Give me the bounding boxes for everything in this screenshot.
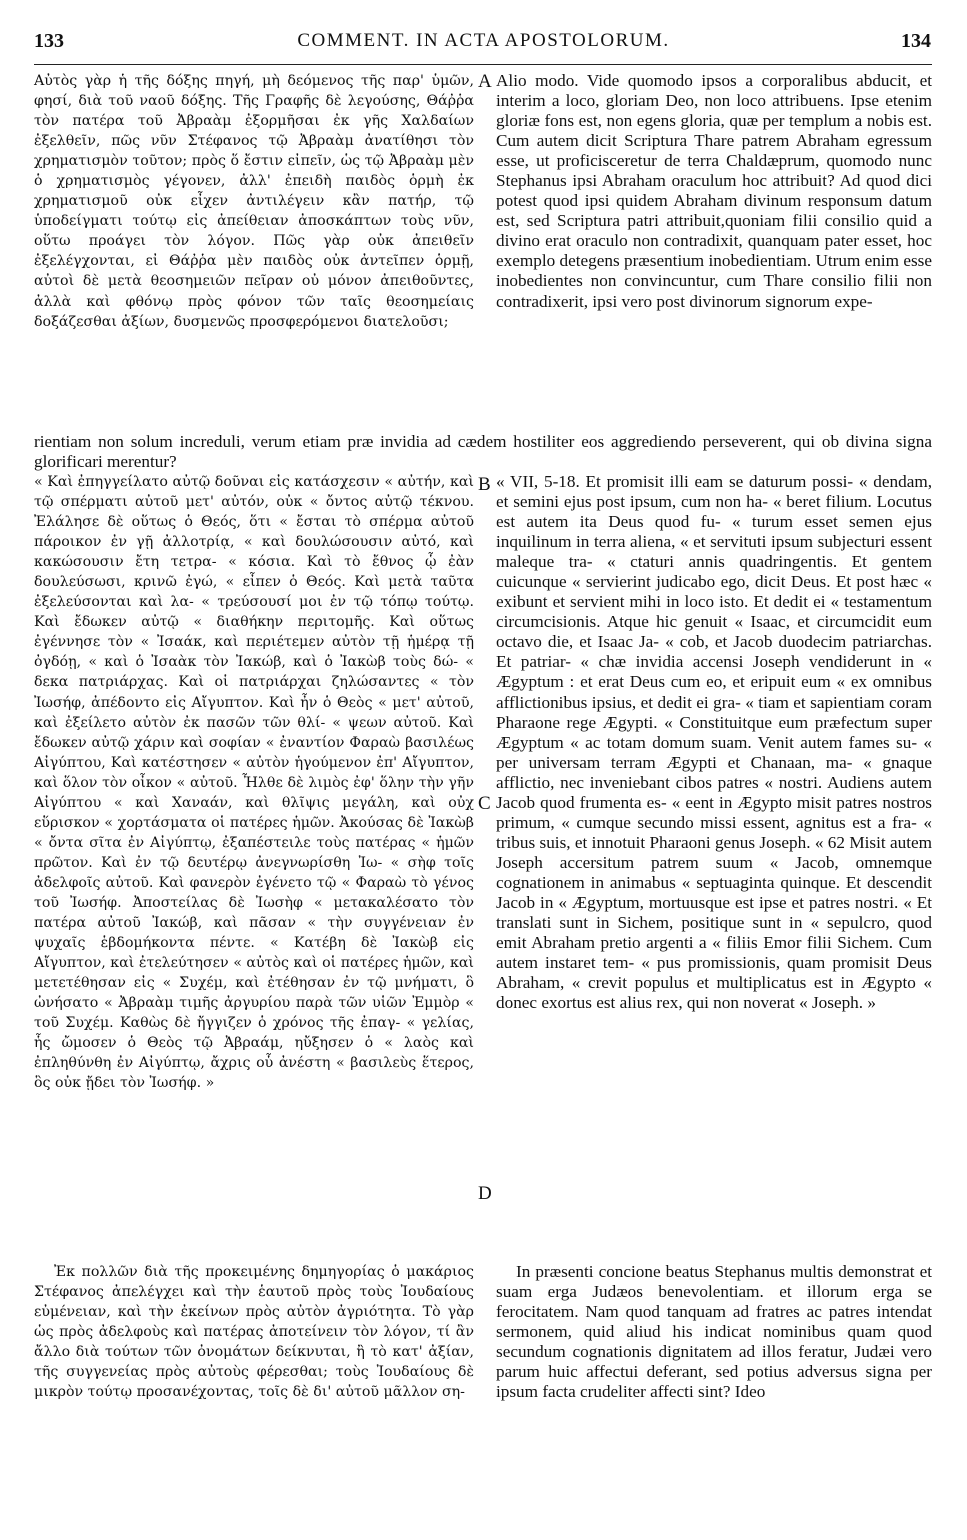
running-title: COMMENT. IN ACTA APOSTOLORUM. — [297, 30, 670, 51]
full-width-continuation — [34, 432, 932, 474]
greek-scripture-quote: « Καὶ ἐπηγγείλατο αὐτῷ δοῦναι εἰς κατάσχεσιν « αὐτήν, καὶ τῷ σπέρματι αὐτοῦ μετ' αὐτόν, οὐκ « ὄντος αὐτῷ τέκνου. Ἐλάλησε δὲ οὕτως ὁ Θεός, ὅτι « ἔσται τὸ σπέρμα αὐτοῦ πάροικον ἐν γῇ ἀλλοτρίᾳ, « καὶ δουλώσουσιν αὐτό, καὶ κακώσουσιν ἔτη τετρα- « κόσια. Καὶ τὸ ἔθνος ᾧ ἐὰν δουλεύσωσι, κρινῶ ἐγώ, « εἶπεν ὁ Θεός. Καὶ μετὰ ταῦτα ἐξελεύσονται καὶ λα- « τρεύσουσί μοι ἐν τῷ τόπῳ τούτῳ. Καὶ ἔδωκεν αὐτῷ « διαθήκην περιτομῆς. Καὶ οὕτως ἐγέννησε τὸν « Ἰσαάκ, καὶ περιέτεμεν αὐτὸν τῇ ἡμέρᾳ τῇ ὀγδόῃ, « καὶ ὁ Ἰσαὰκ τὸν Ἰακώβ, καὶ ὁ Ἰακὼβ τοὺς δώ- « δεκα πατριάρχας. Καὶ οἱ πατριάρχαι ζηλώσαντες « τὸν Ἰωσήφ, ἀπέδοντο εἰς Αἴγυπτον. Καὶ ἦν ὁ Θεὸς « μετ' αὐτοῦ, καὶ ἐξείλετο αὐτὸν ἐκ πασῶν τῶν θλί- « ψεων αὐτοῦ. Καὶ ἔδωκεν αὐτῷ χάριν καὶ σοφίαν « ἐναντίον Φαραὼ βασιλέως Αἰγύπτου, Καὶ κατέστησεν « αὐτὸν ἡγούμενον ἐπ' Αἴγυπτον, καὶ ὅλον τὸν οἶκον « αὐτοῦ. Ἦλθε δὲ λιμὸς ἐφ' ὅλην τὴν γῆν Αἰγύπτου « καὶ Χαναάν, καὶ θλῖψις μεγάλη, καὶ οὐχ εὕρισκον « χορτάσματα οἱ πατέρες ἡμῶν. Ἀκούσας δὲ Ἰακὼβ « ὄντα σῖτα ἐν Αἰγύπτῳ, ἐξαπέστειλε τοὺς πατέρας « ἡμῶν πρῶτον. Καὶ ἐν τῷ δευτέρῳ ἀνεγνωρίσθη Ἰω- « σὴφ τοῖς ἀδελφοῖς αὐτοῦ. Καὶ φανερὸν ἐγένετο τῷ « Φαραὼ τὸ γένος τοῦ Ἰωσήφ. Ἀποστείλας δὲ Ἰωσὴφ « μετακαλέσατο τὸν πατέρα αὐτοῦ Ἰακώβ, καὶ πᾶσαν « τὴν συγγένειαν ἐν ψυχαῖς ἑβδομήκοντα πέντε. « Κατέβη δὲ Ἰακὼβ εἰς Αἴγυπτον, καὶ ἐτελεύτησεν « αὐτὸς καὶ οἱ πατέρες ἡμῶν, καὶ μετετέθησαν εἰς « Συχέμ, καὶ ἐτέθησαν ἐν τῷ μνήματι, ὃ ὠνήσατο « Ἀβραὰμ τιμῆς ἀργυρίου παρὰ τῶν υἱῶν Ἐμμὸρ « τοῦ Συχέμ. Καθὼς δὲ ἤγγιζεν ὁ χρόνος τῆς ἐπαγ- « γελίας, ἧς ὤμοσεν ὁ Θεὸς τῷ Ἀβραάμ, ηὔξησεν ὁ « λαὸς καὶ ἐπληθύνθη ἐν Αἰγύπτῳ, ἄχρις οὗ ἀνέστη « βασιλεὺς ἕτερος, ὃς οὐκ ᾔδει τὸν Ἰωσήφ. » — [34, 474, 474, 1092]
page-header — [0, 30, 967, 64]
latin-commentary-bottom — [496, 1262, 932, 1502]
greek-commentary-bottom — [34, 1262, 474, 1502]
page-number-right: 134 — [901, 30, 931, 52]
section-marker-b: B — [478, 474, 491, 495]
greek-column-section-b — [34, 472, 474, 1262]
section-marker-a: A — [478, 71, 492, 92]
greek-column-section-a — [34, 71, 474, 431]
latin-commentary-paragraph: In præsenti concione beatus Stephanus multis demonstrat et suam erga Judæos benevolentiam. et illorum erga se ferocitatem. Nam quod tanquam ad fratres ac patres intendat sermonem, quid aliud his indicat nominibus quam quod secundum cognationis dignitatem ad illos feratur, Judæi vero parum huic affectui deferant, sed potius adversus signa per ipsum facta crudeliter affecti sint? Ideo — [496, 1262, 932, 1402]
latin-scripture-quote: « VII, 5-18. Et promisit illi eam se daturum possi- « dendam, et semini ejus post ipsum, cum non ha- « beret filium. Locutus est autem ita Deus quod fu- « turum esset semen ejus inquilinum in terra aliena, « et servituti ipsum subjecturi essent maleque tra- « ctaturi annis quadringentis. Et gentem cuicunque « servierint judicabo ego, dicit Deus. Et post hæc « exibunt et servient mihi in loco isto. Et dedit ei « testamentum circumcisionis. Atque hic genuit « Isaac, et circumcidit eum octavo die, et Isaac Ja- « cob, et Jacob duodecim patriarchas. Et patriar- « chæ invidia accensi Joseph vendiderunt in « Ægyptum : et erat Deus cum eo, et eripuit eum « ex omnibus afflictionibus ipsius, et dedit ei gra- « tiam et sapientiam coram Pharaone rege Ægypti. « Constituitque eum præfectum super Ægyptum « ac totam domum suam. Venit autem fames su- « per universam terram Ægypti et Chanaan, ma- « gnaque afflictio, nec inveniebant cibos patres « nostri. Audiens autem Jacob quod frumenta es- « eent in Ægypto misit patres nostros primum, « cumque secundo missi essent, agnitus est a fra- « tribus suis, et innotuit Pharaoni genus Joseph. « 62 Misit autem Joseph accersitum patrem suum « Jacob, omnemque cognationem in animabus « septuaginta quinque. Et descendit Jacob in « Ægyptum, mortuusque est ipse et patres nostri. « Et translati sunt in Sichem, positique sunt in « sepulcro, quod emit Abraham pretio argenti a « filiis Emor filii Sichem. Cum autem instaret tem- « pus promissionis, quam promisit Deus Abraham, « crevit populus et multiplicatus est in Ægypto « donec exortus est alius rex, qui non noverat « Joseph. » — [496, 472, 932, 1013]
latin-column-section-a — [496, 71, 932, 431]
latin-column-section-b — [496, 472, 932, 1262]
page-number-left: 133 — [34, 30, 64, 52]
greek-paragraph-a: Αὐτὸς γὰρ ἡ τῆς δόξης πηγή, μὴ δεόμενος τῆς παρ' ὑμῶν, φησί, διὰ τοῦ ναοῦ δόξης. Τῆς Γραφῆς δὲ λεγούσης, Θάῤῥα τὸν πατέρα τοῦ Ἀβραὰμ ἐξορμῆσαι ἐκ γῆς Χαλδαίων ἐξελθεῖν, πῶς νῦν Στέφανος τῷ Ἀβραὰμ ἀνατίθησι τὸν χρηματισμὸν τοῦτον; πρὸς ὅ ἔστιν εἰπεῖν, ὡς τῷ Ἀβραὰμ μὲν ὁ χρηματισμὸς γέγονεν, ἀλλ' ἐπειδὴ παιδὸς ὁρμὴ ἐκ χρηματισμοῦ οὐκ εἶχεν ἀντιλέγειν κἂν πατήρ, τῷ ὑποδείγματι τούτῳ εἰς ἀπείθειαν ἀποσκάπτων τοὺς νῦν, οὕτω προάγει τὸν λόγον. Πῶς γὰρ οὐκ ἀπειθεῖν ἐξελέγχονται, εἰ Θάῤῥα μὲν παιδὸς οὐκ ἀντεῖπεν ὁρμῇ, αὐτοὶ δὲ μετὰ θεοσημειῶν πεῖραν οὐ μόνον ἀπειθοῦντες, ἀλλὰ καὶ φθόνῳ πρὸς φόνον τῶν ταῖς θεοσημείαις δοξάζεσθαι ἀξίων, δυσμενῶς προσφερόμενοι διατελοῦσι; — [34, 73, 474, 330]
section-marker-c: C — [478, 793, 491, 814]
section-marker-d: D — [478, 1183, 492, 1204]
header-rule — [34, 64, 932, 65]
latin-paragraph-a: Alio modo. Vide quomodo ipsos a corporalibus abducit, et interim a loco, gloriam Deo, non loco attribuens. Ipse etenim gloriæ fons est, non egens gloria, quæ per templum a nobis est. Cum autem dicit Scriptura Thare patrem Abraham egressum esse, ut proficisceretur de terra Chaldæprum, quomodo nunc Stephanus ipsi Abraham oraculum hoc attribuit? Ad quod dici potest quod ipsi quidem Abraham divinum responsum datum est, sed Scriptura patri attribuit,quoniam filii consilio quid a divino erat oraculo non contradixit, quanquam pater esset, hoc exemplo detegens præsentium inobedientiam. Utrum enim esse inobedientes non convincuntur, cum Thare consilio filii non contradixerit, ipsi vero post divinorum signorum expe- — [496, 71, 932, 311]
latin-continuation: rientiam non solum increduli, verum etiam præ invidia ad cædem hostiliter eos aggrediendo perseverent, qui ob divina signa glorificari merentur? — [34, 432, 932, 472]
greek-commentary-paragraph: Ἐκ πολλῶν διὰ τῆς προκειμένης δημηγορίας ὁ μακάριος Στέφανος ἀπελέγχει καὶ τὴν ἑαυτοῦ πρὸς τοὺς Ἰουδαίους εὐμένειαν, καὶ τὴν ἐκείνων πρὸς αὐτὸν ἀγριότητα. Τὸ γὰρ ὡς πρὸς ἀδελφοὺς καὶ πατέρας ἀποτείνειν τὸν λόγον, τί ἂν ἄλλο διὰ τούτων τῶν ὀνομάτων δείκνυται, ἢ τὸ κατ' ἀξίαν, τῆς συγγενείας πρὸς αὐτοὺς φέρεσθαι; τοὺς Ἰουδαίους δὲ μικρὸν τούτῳ προσανέχοντας, τοῖς δὲ δι' αὐτοῦ μᾶλλον ση- — [34, 1264, 474, 1401]
